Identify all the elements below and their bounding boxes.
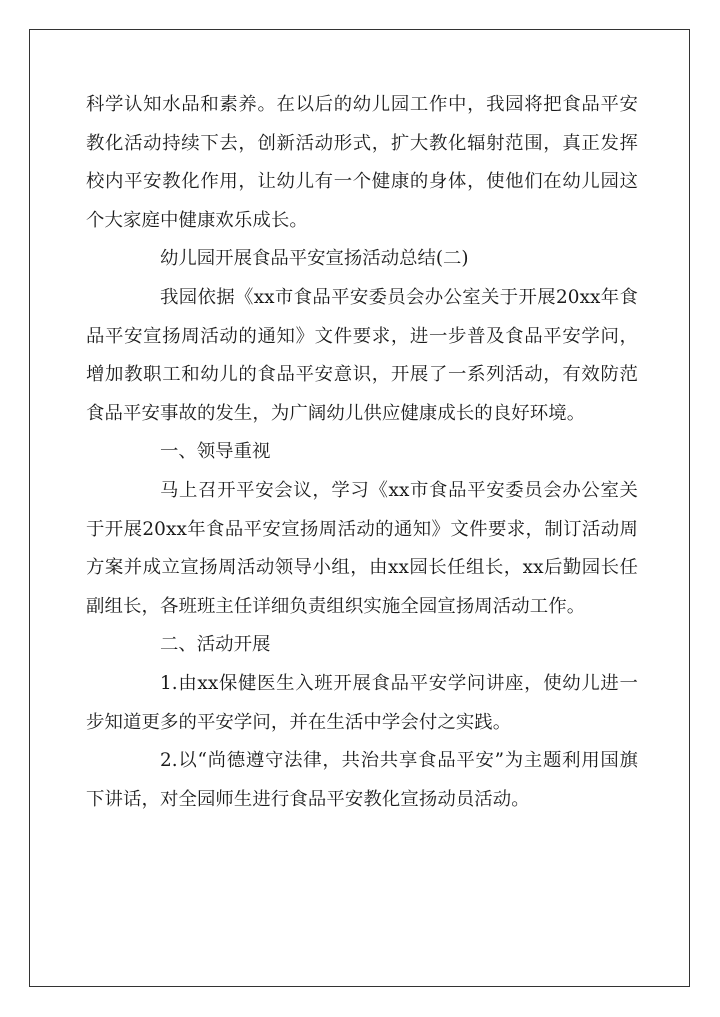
paragraph-leadership: 马上召开平安会议，学习《xx市食品平安委员会办公室关于开展20xx年食品平安宣扬周活动的通知》文件要求，制订活动周方案并成立宣扬周活动领导小组，由xx园长任组长，xx后勤园长任副组长，各班班主任详细负责组织实施全园宣扬周活动工作。 bbox=[86, 479, 638, 617]
paragraph-activity-1: 1.由xx保健医生入班开展食品平安学问讲座，使幼儿进一步知道更多的平安学问，并在生活中学会付之实践。 bbox=[86, 672, 638, 733]
paragraph-closing: 科学认知水品和素养。在以后的幼儿园工作中，我园将把食品平安教化活动持续下去，创新活动形式，扩大教化辐射范围，真正发挥校内平安教化作用，让幼儿有一个健康的身体，使他们在幼儿园这个大家庭中健康欢乐成长。 bbox=[86, 94, 638, 231]
heading-activities: 二、活动开展 bbox=[160, 634, 271, 656]
section-title: 幼儿园开展食品平安宣扬活动总结(二) bbox=[160, 248, 469, 270]
document-body bbox=[86, 86, 638, 819]
paragraph-activity-2: 2.以“尚德遵守法律，共治共享食品平安”为主题利用国旗下讲话，对全园师生进行食品平安教化宣扬动员活动。 bbox=[86, 750, 638, 810]
paragraph-intro: 我园依据《xx市食品平安委员会办公室关于开展20xx年食品平安宣扬周活动的通知》文件要求，进一步普及食品平安学问，增加教职工和幼儿的食品平安意识，开展了一系列活动，有效防范食品平安事故的发生，为广阔幼儿供应健康成长的良好环境。 bbox=[86, 286, 638, 424]
heading-leadership: 一、领导重视 bbox=[160, 441, 271, 463]
